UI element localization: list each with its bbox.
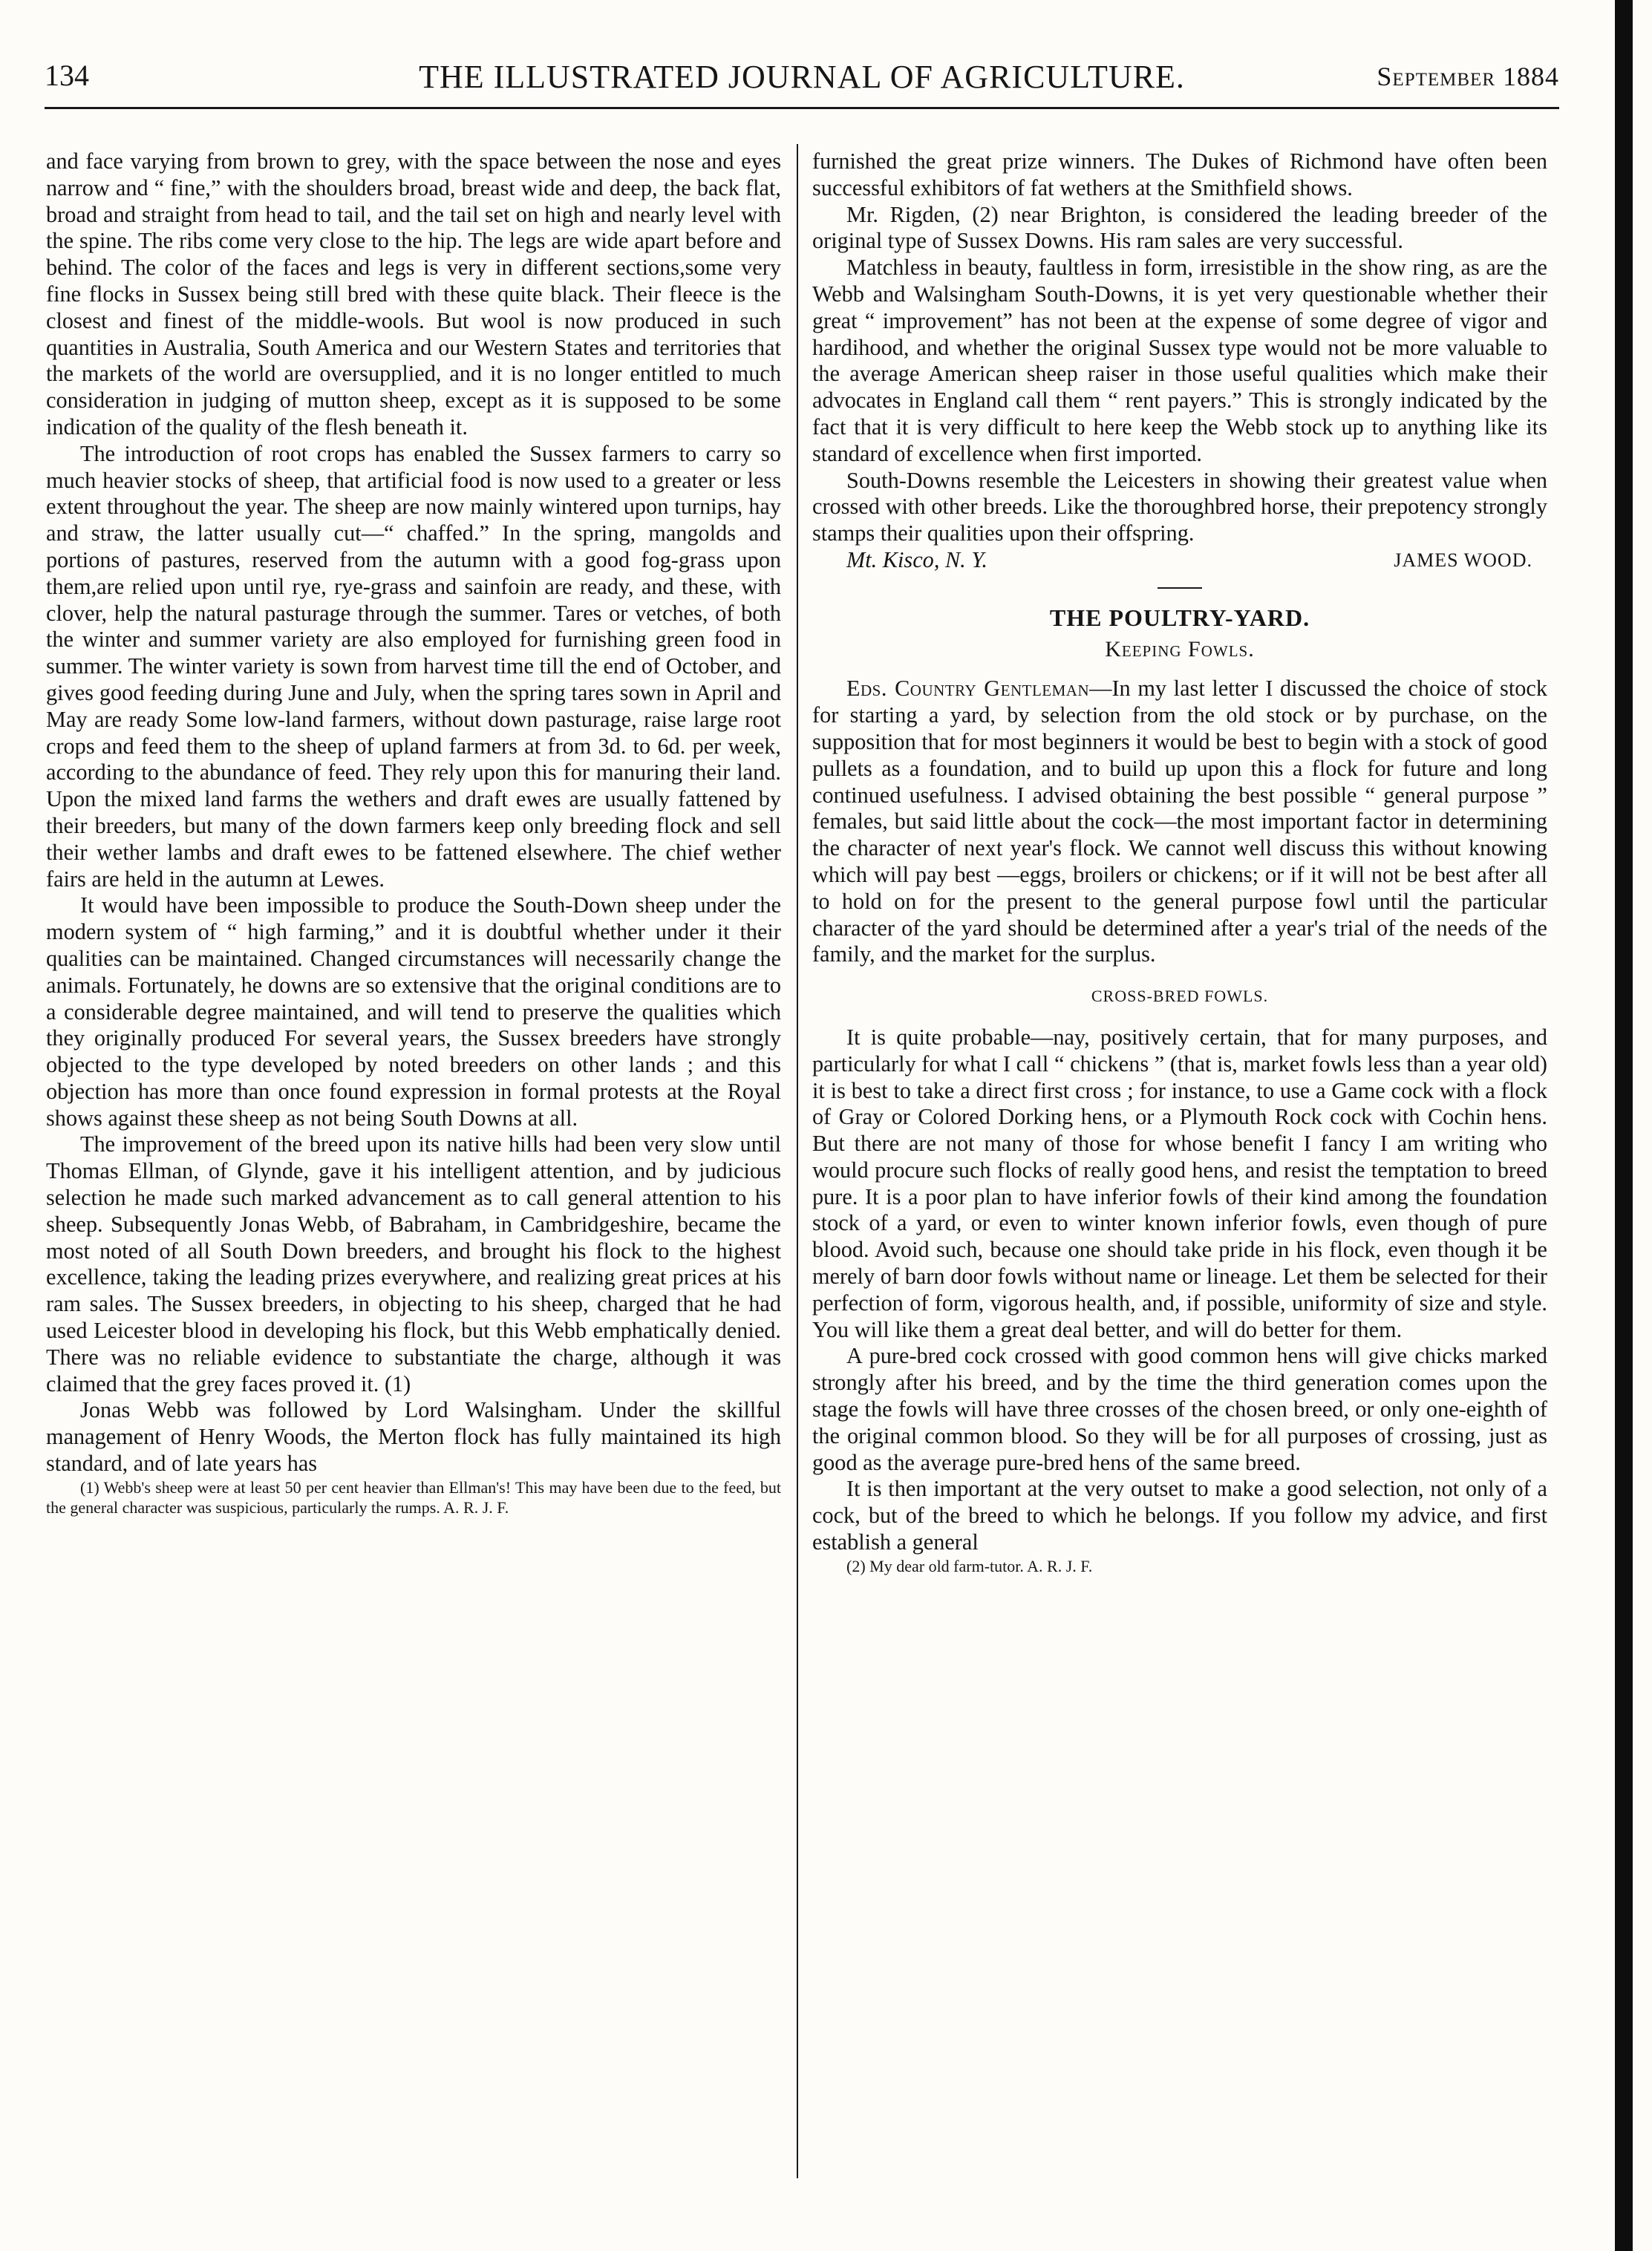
left-column [46, 148, 781, 1517]
subsection-heading: CROSS-BRED FOWLS. [1091, 987, 1269, 1006]
left-paragraph: Jonas Webb was followed by Lord Walsingham. Under the skillful management of Henry Woods, the Merton flock has fully maintained its high standard, and of late years has [46, 1397, 781, 1477]
author-signature [812, 547, 1547, 574]
right-paragraph: furnished the great prize winners. The Dukes of Richmond have often been successful exhibitors of fat wethers at the Smithfield shows. [812, 148, 1547, 200]
right-paragraph: Mr. Rigden, (2) near Brighton, is considered the leading breeder of the original type of Sussex Downs. His ram sales are very successful. [812, 201, 1547, 254]
journal-title: THE ILLUSTRATED JOURNAL OF AGRICULTURE. [419, 59, 1185, 95]
right-paragraph: It is then important at the very outset to make a good selection, not only of a cock, but of the breed to which he belongs. If you follow my advice, and first establish a general [812, 1476, 1547, 1555]
letter-salutation: Eds. Country Gentleman [846, 676, 1090, 702]
left-paragraph: The improvement of the breed upon its native hills had been very slow until Thomas Ellman, of Glynde, gave it his intelligent attention, and by judicious selection he made such marked advancement as to call general attention to his sheep. Subsequently Jonas Webb, of Babraham, in Cambridgeshire, became the most noted of all South Down breeders, and brought his flock to the highest excellence, taking the leading prizes everywhere, and realizing great prices at his ram sales. The Sussex breeders, in objecting to his sheep, charged that he had used Leicester blood in developing his flock, but this Webb emphatically denied. There was no reliable evidence to substantiate the charge, although it was claimed that the grey faces proved it. (1) [46, 1131, 781, 1396]
letter-body: —In my last letter I discussed the choice of stock for starting a yard, by selection from the old stock or by purchase, on the supposition that for most beginners it would be best to begin with a stock of good pullets as a foundation, and to build up upon this a flock for future and long continued usefulness. I advised obtaining the best possible “ general purpose ” females, but said little about the cock—the most important factor in determining the character of next year's flock. We cannot well discuss this without knowing which will pay best —eggs, broilers or chickens; or if it will not be best after all to hold on for the present to the general purpose fowl until the particular character of the yard should be determined after a year's trial of the needs of the family, and the market for the surplus. [812, 676, 1548, 967]
page-header [45, 58, 1559, 102]
letter-paragraph [812, 676, 1547, 968]
right-paragraph: It is quite probable—nay, positively certain, that for many purposes, and particularly for what I call “ chickens ” (that is, market fowls less than a year old) it is best to take a direct first cross ; for instance, to use a Game cock with a flock of Gray or Colored Dorking hens, or a Plymouth Rock cock with Cochin hens. But there are not many of those for whose benefit I fancy I am writing who would procure such flocks of really good hens, and resist the temptation to breed pure. It is a poor plan to have inferior fowls of their kind among the foundation stock of a yard, or even to winter known inferior fowls, even though of pure blood. Avoid such, because one should take pride in his flock, even though it be merely of barn door fowls without name or lineage. Let them be selected for their perfection of form, vigorous health, and, if possible, uniformity of size and style. You will like them a great deal better, and will do better for them. [812, 1024, 1547, 1342]
left-paragraph: It would have been impossible to produce the South-Down sheep under the modern system of “ high farming,” and it is doubtful whether under it their qualities can be maintained. Changed circumstances will necessarily change the animals. Fortunately, he downs are so extensive that the original conditions are to a considerable degree maintained, and will tend to preserve the qualities which they originally produced For several years, the Sussex breeders have strongly objected to the type developed by noted breeders on other lands ; and this objection has more than once found expression in formal protests at the Royal shows against these sheep as not being South Downs at all. [46, 892, 781, 1131]
footnote-2: (2) My dear old farm-tutor. A. R. J. F. [846, 1556, 1093, 1575]
right-paragraph: South-Downs resemble the Leicesters in showing their greatest value when crossed with other breeds. Like the thoroughbred horse, their prepotency strongly stamps their qualities upon their offspring. [812, 467, 1547, 546]
scan-edge-bar [1615, 0, 1633, 2251]
column-divider [797, 144, 798, 2178]
signature-name: JAMES WOOD. [1394, 549, 1532, 571]
left-paragraph: The introduction of root crops has enabled the Sussex farmers to carry so much heavier stocks of sheep, that artificial food is now used to a greater or less extent throughout the year. The sheep are now mainly wintered upon turnips, hay and straw, the latter usually cut—“ chaffed.” In the spring, mangolds and portions of pastures, reserved from the autumn with a good fog-grass upon them,are relied upon until rye, rye-grass and sainfoin are ready, and these, with clover, help the natural pasturage through the summer. Tares or vetches, of both the winter and summer variety are also employed for furnishing green food in summer. The winter variety is sown from harvest time till the end of October, and gives good feeding during June and July, when the spring tares sown in April and May are ready Some low-land farmers, without down pasturage, raise large root crops and feed them to the sheep of upland farmers at from 3d. to 6d. per week, according to the abundance of feed. They rely upon this for manuring their land. Upon the mixed land farms the wethers and draft ewes are usually fattened by their breeders, but many of the down farmers keep only breeding flock and sell their wether lambs and draft ewes to be fattened elsewhere. The chief wether fairs are held in the autumn at Lewes. [46, 440, 781, 892]
page-number: 134 [45, 59, 89, 92]
section-separator [1158, 587, 1202, 589]
signature-place: Mt. Kisco, N. Y. [846, 546, 987, 572]
header-rule [45, 107, 1559, 109]
right-paragraph: A pure-bred cock crossed with good common hens will give chicks marked strongly after his breed, and by the time the third generation comes upon the stage the fowls will have three crosses of the chosen breed, or only one-eighth of the original common blood. So they will be for all purposes of crossing, just as good as the average pure-bred hens of the same breed. [812, 1343, 1547, 1475]
section-subheading: Keeping Fowls. [1105, 636, 1255, 661]
right-paragraph: Matchless in beauty, faultless in form, irresistible in the show ring, as are the Webb and Walsingham South-Downs, it is yet very questionable whether their great “ improvement” has not been at the expense of some degree of vigor and hardihood, and whether the original Sussex type would not be more valuable to the average American sheep raiser in those useful qualities which make their advocates in England call them “ rent payers.” This is strongly indicated by the fact that it is very difficult to here keep the Webb stock up to anything like its standard of excellence when first imported. [812, 255, 1547, 466]
section-heading: THE POULTRY-YARD. [1049, 604, 1310, 631]
right-column [812, 148, 1547, 1576]
issue-date: September 1884 [1377, 62, 1559, 91]
footnote-1: (1) Webb's sheep were at least 50 per cent heavier than Ellman's! This may have been due to the feed, but the general character was suspicious, particularly the rumps. A. R. J. F. [46, 1477, 781, 1517]
left-paragraph: and face varying from brown to grey, with the space between the nose and eyes narrow and “ fine,” with the shoulders broad, breast wide and deep, the back flat, broad and straight from head to tail, and the tail set on high and nearly level with the spine. The ribs come very close to the hip. The legs are wide apart before and behind. The color of the faces and legs is very in different sections,some very fine flocks in Sussex being still bred with these quite black. Their fleece is the closest and finest of the middle-wools. But wool is now produced in such quantities in Australia, South America and our Western States and territories that the markets of the world are oversupplied, and it is no longer entitled to much consideration in judging of mutton sheep, except as it is supposed to be some indication of the quality of the flesh beneath it. [46, 148, 781, 440]
